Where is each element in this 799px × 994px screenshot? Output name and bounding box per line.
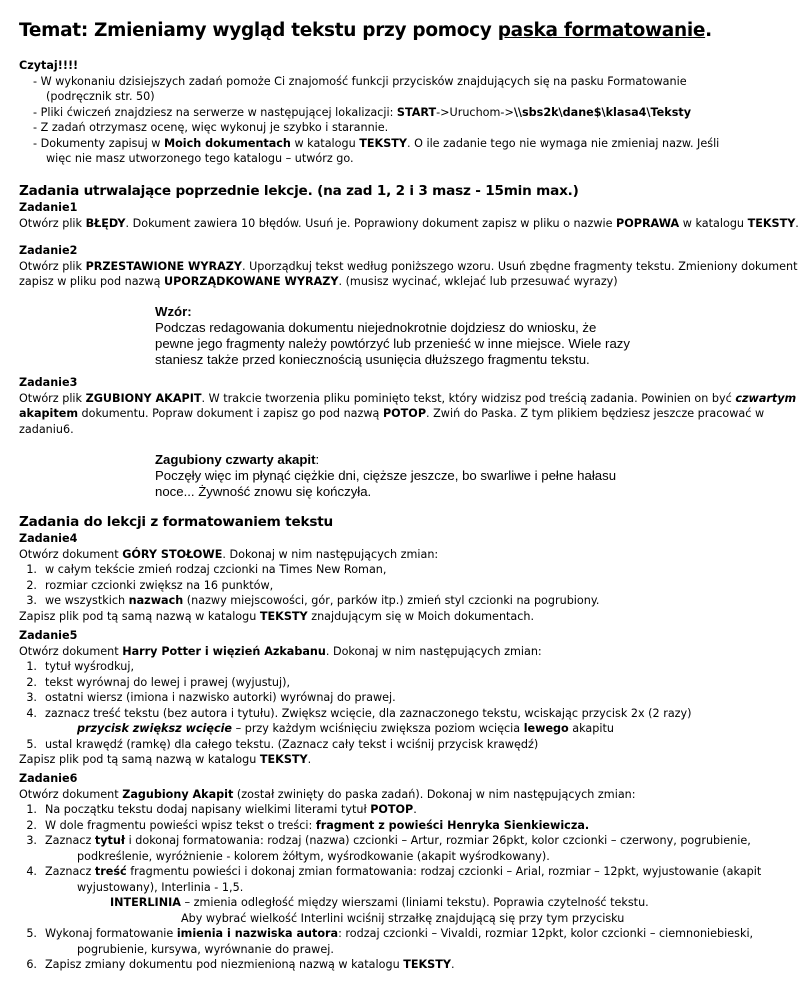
zadanie1 [19, 200, 799, 231]
list-item-continued: pogrubienie, kursywa, wyrównanie do prawej. [77, 942, 334, 956]
task-text: Otwórz dokument Zagubiony Akapit (został zwinięty do paska zadań). Dokonaj w nim następujących zmian: [19, 787, 636, 801]
task-text: Zapisz plik pod tą samą nazwą w katalogu TEKSTY. [19, 753, 312, 766]
list-item: 1. Na początku tekstu dodaj napisany wielkimi literami tytuł POTOP. [26, 803, 417, 816]
task-text: Zapisz plik pod tą samą nazwą w katalogu TEKSTY znajdującym się w Moich dokumentach. [19, 609, 535, 623]
zagubiony-line: Poczęły więc im płynąć ciężkie dni, cięższe jeszcze, bo swarliwe i pełne hałasu [155, 468, 617, 483]
section-heading-2: Zadania do lekcji z formatowaniem tekstu [19, 514, 333, 530]
czytaj-line: - Pliki ćwiczeń znajdziesz na serwerze w następującej lokalizacji: START->Uruchom->\\sbs2k\dane$\klasa4\Teksty [33, 105, 691, 119]
list-item-continued: wyjustowany), Interlinia - 1,5. [77, 880, 244, 894]
task-heading: Zadanie6 [19, 772, 78, 785]
list-item: 1. w całym tekście zmień rodzaj czcionki na Times New Roman, [26, 563, 387, 576]
task-text: Otwórz plik BŁĘDY. Dokument zawiera 10 błędów. Usuń je. Poprawiony dokument zapisz w pliku o nazwie POPRAWA w katalogu TEKSTY. [19, 216, 799, 230]
section-heading-1: Zadania utrwalające poprzednie lekcje. (na zad 1, 2 i 3 masz - 15min max.) [19, 183, 579, 199]
list-item-continued: podkreślenie, wyróżnienie - kolorem żółtym, wyśrodkowanie (akapit wyśrodkowany). [77, 849, 550, 863]
zadanie5 [19, 628, 749, 768]
wzor-line: Podczas redagowania dokumentu niejednokrotnie dojdziesz do wniosku, że [155, 320, 597, 335]
list-item: 3. Zaznacz tytuł i dokonaj formatowania: rodzaj (nazwa) czcionki – Artur, rozmiar 26pkt, kolor czcionki – czerwony, pogrubienie, [26, 834, 751, 847]
task-text: Otwórz plik PRZESTAWIONE WYRAZY. Uporządkuj tekst według poniższego wzoru. Usuń zbędne fragmenty tekstu. Zmieniony dokument [19, 259, 798, 273]
wzor-line: pewne jego fragmenty należy powtórzyć lub przenieść w inne miejsce. Wiele razy [155, 336, 630, 351]
wzor-heading: Wzór: [155, 304, 192, 319]
interlinia-note: Aby wybrać wielkość Interlini wciśnij strzałkę znajdującą się przy tym przycisku [181, 911, 625, 925]
list-item: 2. W dole fragmentu powieści wpisz tekst o treści: fragment z powieści Henryka Sienkiewicza. [26, 818, 590, 832]
czytaj-section [19, 58, 749, 167]
interlinia-note: INTERLINIA – zmienia odległość między wierszami (liniami tekstu). Poprawia czytelność tekstu. [110, 896, 649, 909]
task-text: akapitem dokumentu. Popraw dokument i zapisz go pod nazwą POTOP. Zwiń do Paska. Z tym plikiem będziesz jeszcze pracować w [19, 407, 765, 420]
list-item-continued: przycisk zwiększ wcięcie – przy każdym wciśnięciu zwiększa poziom wcięcia lewego akapitu [77, 722, 614, 735]
wzor-line: staniesz także przed koniecznością usunięcia dłuższego fragmentu tekstu. [155, 352, 590, 367]
task-text: Otwórz dokument Harry Potter i więzień Azkabanu. Dokonaj w nim następujących zmian: [19, 644, 542, 658]
list-item: 1. tytuł wyśrodkuj, [26, 660, 135, 673]
zadanie4 [19, 531, 749, 624]
czytaj-line: więc nie masz utworzonego tego katalogu – utwórz go. [46, 152, 354, 165]
task-heading: Zadanie3 [19, 376, 78, 389]
czytaj-line: - Dokumenty zapisuj w Moich dokumentach w katalogu TEKSTY. O ile zadanie tego nie wymaga nie zmieniaj nazw. Jeśli [33, 136, 720, 150]
zagubiony-line: noce... Żywność znowu się kończyła. [155, 484, 372, 499]
czytaj-line: - W wykonaniu dzisiejszych zadań pomoże Ci znajomość funkcji przycisków znajdujących się na pasku Formatowanie [33, 74, 687, 88]
zadanie2 [19, 243, 798, 290]
task-heading: Zadanie4 [19, 532, 78, 545]
zadanie3 [19, 375, 797, 437]
task-text: Otwórz dokument GÓRY STOŁOWE. Dokonaj w nim następujących zmian: [19, 547, 439, 561]
zagubiony-heading: Zagubiony czwarty akapit: [155, 452, 320, 467]
zagubiony-block [155, 452, 616, 500]
list-item: 2. rozmiar czcionki zwiększ na 16 punktów, [26, 578, 274, 592]
page-title: Temat: Zmieniamy wygląd tekstu przy pomocy paska formatowanie. [19, 20, 712, 41]
task-text: zapisz w pliku pod nazwą UPORZĄDKOWANE WYRAZY. (musisz wycinać, wklejać lub przesuwać wyrazy) [19, 275, 618, 288]
task-heading: Zadanie2 [19, 244, 78, 257]
title-underlined: paska formatowanie [497, 20, 706, 41]
list-item: 5. ustal krawędź (ramkę) dla całego tekstu. (Zaznacz cały tekst i wciśnij przycisk krawędź) [26, 737, 539, 751]
list-item: 3. we wszystkich nazwach (nazwy miejscowości, gór, parków itp.) zmień styl czcionki na pogrubiony. [26, 594, 600, 607]
list-item: 2. tekst wyrównaj do lewej i prawej (wyjustuj), [26, 675, 291, 689]
wzor-block [155, 304, 630, 368]
task-text: zadaniu6. [19, 422, 74, 436]
czytaj-line: - Z zadań otrzymasz ocenę, więc wykonuj je szybko i starannie. [33, 121, 389, 134]
task-heading: Zadanie5 [19, 629, 78, 642]
list-item: 3. ostatni wiersz (imiona i nazwisko autorki) wyrównaj do prawej. [26, 691, 396, 704]
czytaj-heading: Czytaj!!!! [19, 59, 79, 72]
task-text: Otwórz plik ZGUBIONY AKAPIT. W trakcie tworzenia pliku pominięto tekst, który widzisz pod treścią zadania. Powinien on być czwartym [19, 391, 797, 405]
list-item: 4. zaznacz treść tekstu (bez autora i tytułu). Zwiększ wcięcie, dla zaznaczonego tekstu, wciskając przycisk 2x (2 razy) [26, 706, 692, 720]
list-item: 5. Wykonaj formatowanie imienia i nazwiska autora: rodzaj czcionki – Vivaldi, rozmiar 12pkt, kolor czcionki – ciemnoniebieski, [26, 927, 754, 940]
zadanie6 [19, 771, 762, 973]
list-item: 4. Zaznacz treść fragmentu powieści i dokonaj zmian formatowania: rodzaj czcionki – Arial, rozmiar – 12pkt, wyjustowanie (akapit [26, 865, 762, 878]
task-heading: Zadanie1 [19, 201, 78, 214]
list-item: 6. Zapisz zmiany dokumentu pod niezmienioną nazwą w katalogu TEKSTY. [26, 958, 455, 971]
czytaj-line: (podręcznik str. 50) [46, 90, 155, 103]
